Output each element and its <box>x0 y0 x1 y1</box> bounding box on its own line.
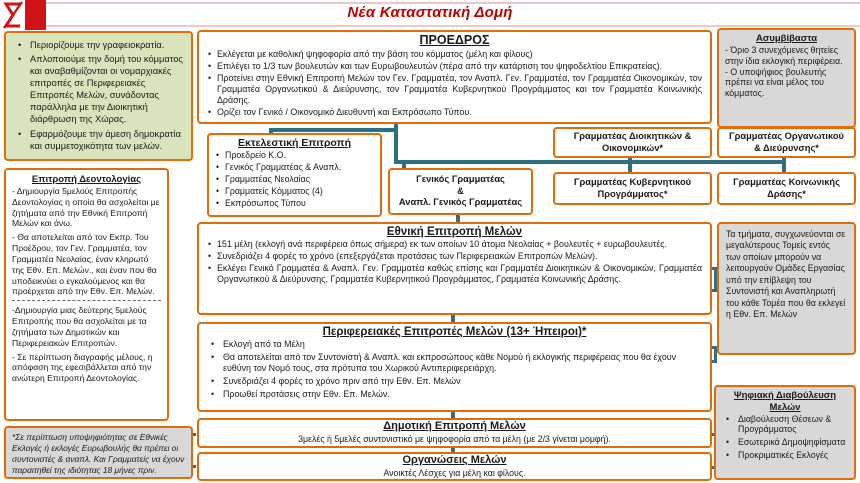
admin-finance-secretary-label: Γραμματέας Διοικητικών & Οικονομικών* <box>573 130 692 153</box>
municipal-committee-subtitle: 3μελές ή 5μελές συντονιστικό με ψηφοφορία από τα μέλη (με 2/3 γίνεται μομφή). <box>298 433 611 444</box>
regional-committees-box <box>197 322 712 412</box>
admin-finance-secretary-box <box>553 127 712 158</box>
government-program-secretary-label: Γραμματέας Κυβερνητικού Προγράμματος* <box>573 176 692 199</box>
regional-bullet: • Θα αποτελείται από τον Συντονιστή & Αναπλ. και εκπροσώπους κάθε Νομού ή εκλογικής περιφέρειας που θα έχουν ευθύνη τον Νομό τους, στα πρότυπα του Χωρικού Αντιπεριφερειάρχη. <box>207 352 702 374</box>
president-bullet: • Προτείνει στην Εθνική Επιτροπή Μελών τον Γεν. Γραμματέα, τον Αναπλ. Γεν. Γραμματέα, τον Γραμματέα Οικονομικών, τον Γραμματέα Οργανωτικού & Διεύρυνσης, τον Γραμματέα Κυβερνητικού Προγράμματος και τον Γραμματέα Κοινωνικής Δράσης. <box>207 73 702 106</box>
national-bullet: • 151 μέλη (εκλογή ανά περιφέρεια όπως σήμερα) εκ των οποίων 10 άτομα Νεολαίας + βουλευτές + ευρωβουλευτές. <box>207 239 702 250</box>
executive-bullet: • Γραμματέας Νεολαίας <box>215 174 374 185</box>
executive-committee-box <box>207 133 382 217</box>
national-bullet: • Εκλέγει Γενικό Γραμματέα & Αναπλ. Γεν. Γραμματέα καθώς επίσης και Γραμματέα Διοικητικών & Οικονομικών, Γραμματέα Οργανωτικού & Διεύρυνσης, Γραμματέα Κυβερνητικού Προγράμματος, Γραμματέα Κοινωνικής Δράσης. <box>207 263 702 285</box>
president-bullet: • Ορίζει τον Γενικό / Οικονομικό Διευθυντή και Εκπρόσωπο Τύπου. <box>207 107 702 118</box>
connector-main-horizontal <box>394 160 786 164</box>
footnote-box <box>4 426 193 479</box>
digital-bullet: • Διαβούλευση Θέσεων & Προγράμματος <box>722 414 848 436</box>
municipal-committee-title: Δημοτική Επιτροπή Μελών <box>383 420 526 432</box>
page-title: Νέα Καταστατική Δομή <box>347 4 513 21</box>
principles-item: • Περιορίζουμε την γραφειοκρατία. <box>14 39 183 51</box>
president-bullet: • Επιλέγει το 1/3 των βουλευτών και των Ευρωβουλευτών (πέρα από την κατάρτιση του ψηφοδελτίου Επικρατείας). <box>207 61 702 72</box>
member-organizations-box <box>197 452 712 481</box>
general-secretary-line: Αναπλ. Γενικός Γραμματέας <box>398 197 523 208</box>
member-organizations-subtitle: Ανοικτές Λέσχες για μέλη και φίλους. <box>383 467 526 478</box>
incompatibilities-item: - Ο υποψήφιος βουλευτής πρέπει να είναι μέλος του κόμματος. <box>725 66 827 99</box>
president-title: ΠΡΟΕΔΡΟΣ <box>419 33 490 47</box>
president-box <box>197 30 712 124</box>
principles-item: • Εφαρμόζουμε την άμεση δημοκρατία και συμμετοχικότητα των μελών. <box>14 128 183 152</box>
ethics-committee-box <box>4 168 169 421</box>
social-action-secretary-label: Γραμματέας Κοινωνικής Δράσης* <box>733 176 840 199</box>
regional-bullet: • Συνεδριάζει 4 φορές το χρόνο πριν από την Εθν. Επ. Μελών <box>207 376 702 387</box>
president-bullet: • Εκλέγεται με καθολική ψηφοφορία από την βάση του κόμματος (μέλη και φίλους) <box>207 49 702 60</box>
ethics-paragraph: - Θα αποτελείται από τον Εκπρ. Του Προέδρου, τον Γεν. Γραμματέα, τον Γραμματέα Νεολαίας, έναν κληρωτό της Εθν. Επ. Μελών., και έναν που θα υποδεικνύει ο εγκαλούμενος και θα προέρχεται από την Εθν. Επ. Μελών. <box>12 232 157 297</box>
executive-bullet: • Γραμματείς Κόμματος (4) <box>215 186 374 197</box>
regional-bullet: • Προωθεί προτάσεις στην Εθν. Επ. Μελών. <box>207 389 702 400</box>
ethics-paragraph: - Δημιουργία 5μελούς Επιτροπής Δεοντολογίας η οποία θα ασχολείται με ζητήματα από την Εθνική Επιτροπή Μελών και άνω. <box>12 185 160 229</box>
incompatibilities-title: Ασυμβίβαστα <box>755 33 818 44</box>
general-secretary-line: Γενικός Γραμματέας <box>416 174 505 185</box>
connector-exec-horizontal <box>269 128 398 132</box>
principles-box <box>4 31 193 161</box>
incompatibilities-box <box>717 28 856 128</box>
ethics-paragraph: - Σε περίπτωση διαγραφής μέλους, η απόφαση της εφεσιβάλλεται από την ανώτερη Επιτροπή Δεοντολογίας. <box>12 351 153 384</box>
government-program-secretary-box <box>553 172 712 205</box>
national-committee-box <box>197 222 712 315</box>
executive-committee-title: Εκτελεστική Επιτροπή <box>237 137 352 149</box>
digital-bullet: • Προκριματικές Εκλογές <box>722 450 848 461</box>
executive-bullet: • Εκπρόσωπος Τύπου <box>215 198 374 209</box>
dashed-divider <box>12 300 161 301</box>
party-logo-glyph <box>0 0 25 30</box>
general-secretary-line: & <box>457 185 464 196</box>
regional-committees-title: Περιφερειακές Επιτροπές Μελών (13+ Ήπειροι)* <box>322 326 587 338</box>
party-logo-block <box>25 0 46 30</box>
incompatibilities-item: - Όριο 3 συνεχόμενες θητείες στην ίδια εκλογική περιφέρεια. <box>725 44 843 66</box>
principles-item: • Απλοποιούμε την δομή του κόμματος και αναβαθμίζονται οι νομαρχιακές επιτροπές σε Περιφερειακές Επιτροπές Μελών, συνάδοντας παράλληλα με την Διοικητική διάρθρωση της Χώρας. <box>14 53 183 125</box>
sectors-note-box <box>717 222 856 355</box>
sectors-note-text: Τα τμήματα, συγχωνεύονται σε μεγαλύτερους Τομείς εντός των οποίων μπορούν να λειτουργούν Ομάδες Εργασίας υπό την επίβλεψη του Συντονιστή και Αναπληρωτή του κάθε Τομέα που θα εκλεγεί η Εθν. Επ. Μελών <box>726 229 846 319</box>
national-committee-title: Εθνική Επιτροπή Μελών <box>386 226 523 238</box>
party-logo-icon <box>0 0 46 30</box>
member-organizations-title: Οργανώσεις Μελών <box>402 454 507 466</box>
executive-bullet: • Προεδρείο Κ.Ο. <box>215 150 374 161</box>
social-action-secretary-box <box>717 172 856 205</box>
footnote-text: *Σε περίπτωση υποψηφιότητας σε Εθνικές Εκλογές ή εκλογές Ευρωβουλής θα πρέπει οι συντονιστές & αναπλ. Και Γραμματείς να έχουν παραιτηθεί της ιδιότητας 18 μήνες πριν. <box>12 432 185 475</box>
digital-consultation-box <box>714 385 856 480</box>
national-bullet: • Συνεδριάζει 4 φορές το χρόνο (επεξεργάζεται προτάσεις των Περιφερειακών Επιτροπών Μελών). <box>207 251 702 262</box>
executive-bullet: • Γενικός Γραμματέας & Αναπλ. <box>215 162 374 173</box>
digital-consultation-title: Ψηφιακή Διαβούλευση Μελών <box>733 390 837 413</box>
municipal-committee-box <box>197 418 712 448</box>
general-secretary-box <box>388 168 533 215</box>
ethics-committee-title: Επιτροπή Δεοντολογίας <box>31 174 142 185</box>
ethics-paragraph: -Δημιουργία μιας δεύτερης 5μελούς Επιτροπής που θα ασχολείται με τα ζητήματα των Δημοτικών και Περιφερειακών Επιτροπών. <box>12 305 147 348</box>
organizational-secretary-label: Γραμματέας Οργανωτικού & Διεύρυνσης* <box>729 130 844 153</box>
organizational-secretary-box <box>717 127 856 158</box>
digital-bullet: • Εσωτερικά Δημοψηφίσματα <box>722 437 848 448</box>
regional-bullet: • Εκλογή από τα Μέλη <box>207 339 702 350</box>
header-rule-bottom <box>0 25 860 27</box>
